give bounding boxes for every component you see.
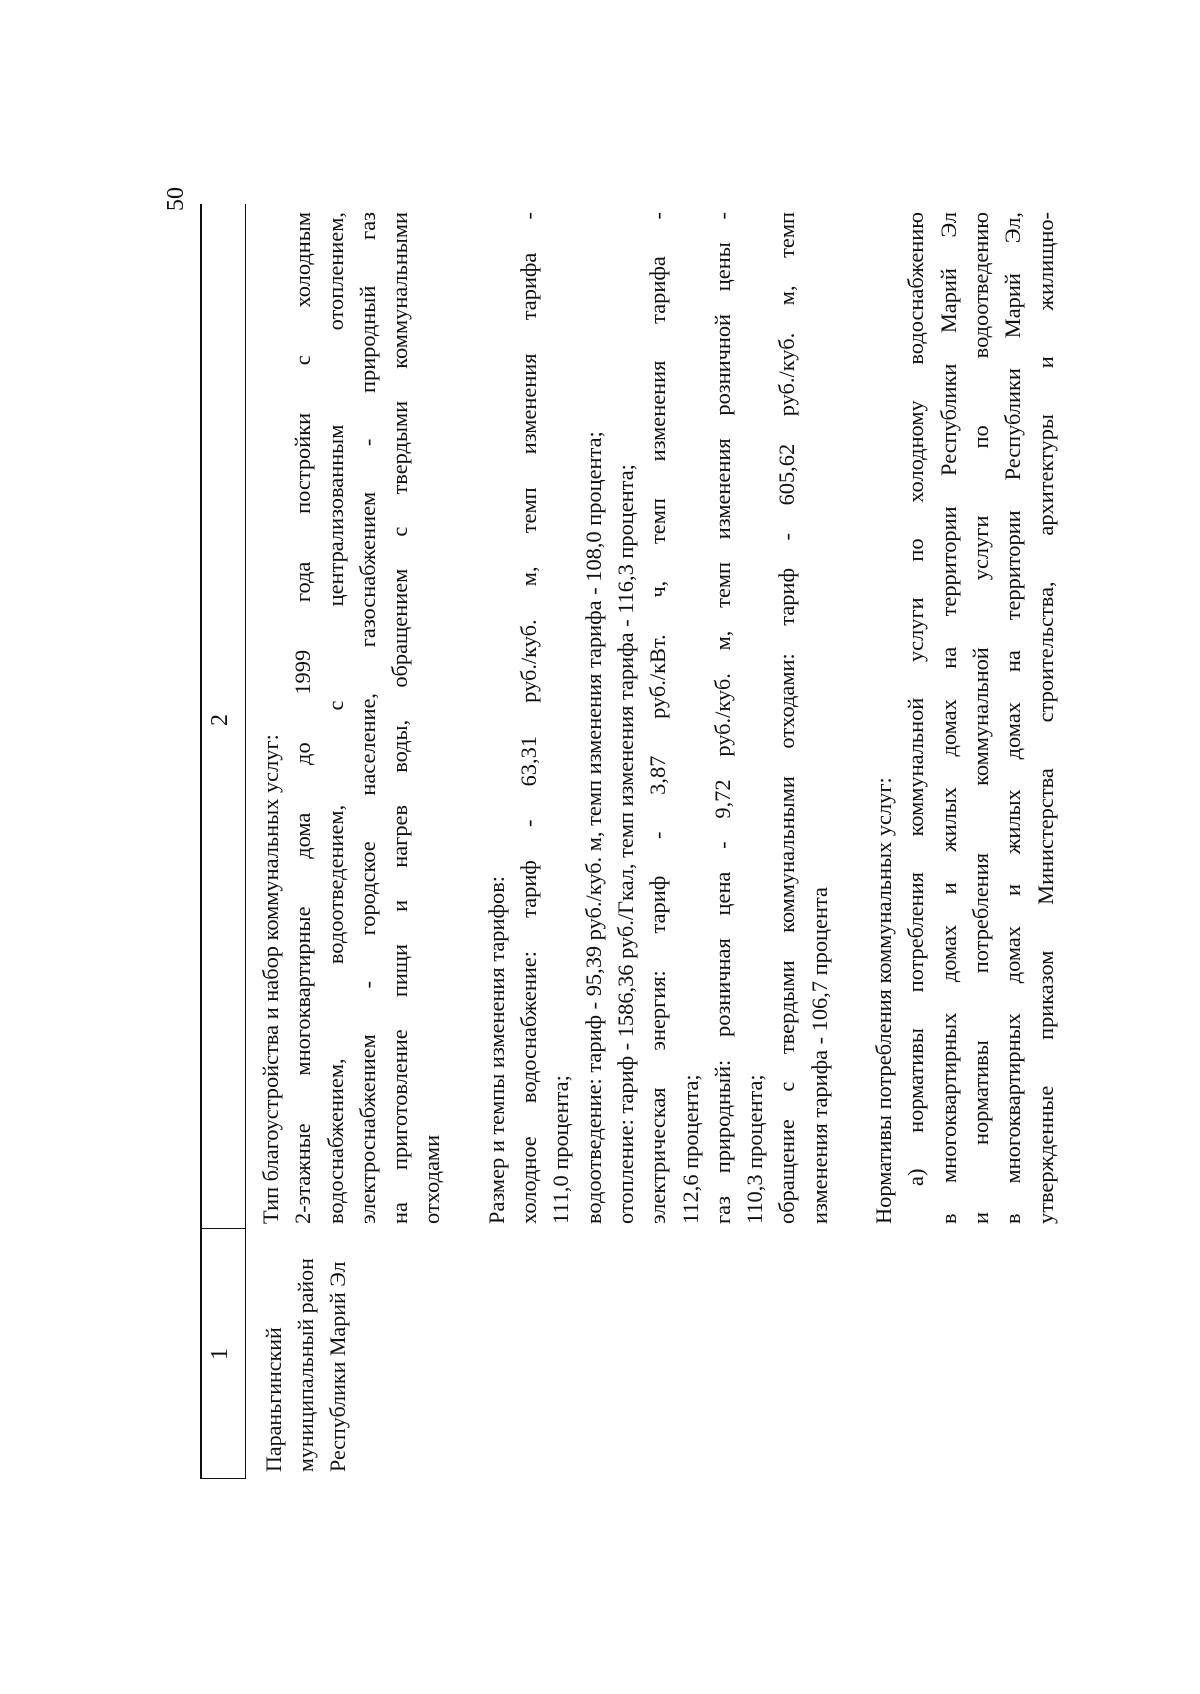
column-number-2: 2 (207, 714, 233, 726)
norms-line: и нормативы потребления коммунальной услуги по водоотведению (967, 212, 993, 1224)
territory-line: Республики Марий Эл (325, 1261, 350, 1472)
norms-line: в многоквартирных домах и жилых домах на территории Республики Марий Эл (935, 212, 961, 1224)
table-header-border (245, 204, 246, 1479)
amenities-line: на приготовление пищи и нагрев воды, обращением с твердыми коммунальными (387, 212, 413, 1224)
table-left-border (200, 1478, 245, 1479)
amenities-line: электроснабжением - городское население, газоснабжением - природный газ (354, 212, 380, 1224)
tariff-line: отопление: тариф - 1586,36 руб./Гкал, темп изменения тарифа - 116,3 процента; (612, 464, 638, 1224)
territory-cell (258, 1232, 354, 1472)
section-gap (449, 212, 481, 1224)
page-number: 50 (163, 187, 189, 211)
tariff-line: 110,3 процента; (742, 1074, 768, 1224)
norms-line: в многоквартирных домах и жилых домах на территории Республики Марий Эл, (1000, 212, 1026, 1224)
tariff-line: электрическая энергия: тариф - 3,87 руб./кВт. ч, темп изменения тарифа - (645, 212, 671, 1224)
table-column-divider (200, 1228, 245, 1229)
section-gap (836, 212, 868, 1224)
tariff-line: изменения тарифа - 106,7 процента (806, 887, 832, 1224)
tariff-line: холодное водоснабжение: тариф - 63,31 руб./куб. м, темп изменения тарифа - (516, 212, 542, 1224)
tariff-line: 111,0 процента; (548, 1075, 574, 1224)
tariff-line: водоотведение: тариф - 95,39 руб./куб. м, темп изменения тарифа - 108,0 процента; (580, 431, 606, 1224)
amenities-line: отходами (419, 1134, 445, 1224)
norms-line: а) нормативы потребления коммунальной услуги по холодному водоснабжению (903, 212, 929, 1186)
amenities-line: водоснабжением, водоотведением, с централизованным отоплением, (322, 212, 348, 1224)
tariff-line: газ природный: розничная цена - 9,72 руб./куб. м, темп изменения розничной цены - (709, 212, 735, 1224)
norms-heading: Нормативы потребления коммунальных услуг: (871, 777, 897, 1224)
tariff-line: 112,6 процента; (677, 1074, 703, 1224)
description-cell (255, 212, 1062, 1224)
column-number-1: 1 (207, 1348, 233, 1360)
territory-line: Параньгинский (261, 1327, 286, 1472)
norms-line: утвержденные приказом Министерства строительства, архитектуры и жилищно- (1032, 212, 1058, 1224)
territory-line: муниципальный район (293, 1258, 318, 1472)
table-top-border (200, 204, 202, 1479)
tariffs-heading: Размер и темпы изменения тарифов: (483, 876, 509, 1224)
tariff-line: обращение с твердыми коммунальными отходами: тариф - 605,62 руб./куб. м, темп (774, 212, 800, 1224)
amenities-heading: Тип благоустройства и набор коммунальных услуг: (258, 734, 283, 1224)
amenities-line: 2-этажные многоквартирные дома до 1999 года постройки с холодным (290, 212, 316, 1224)
